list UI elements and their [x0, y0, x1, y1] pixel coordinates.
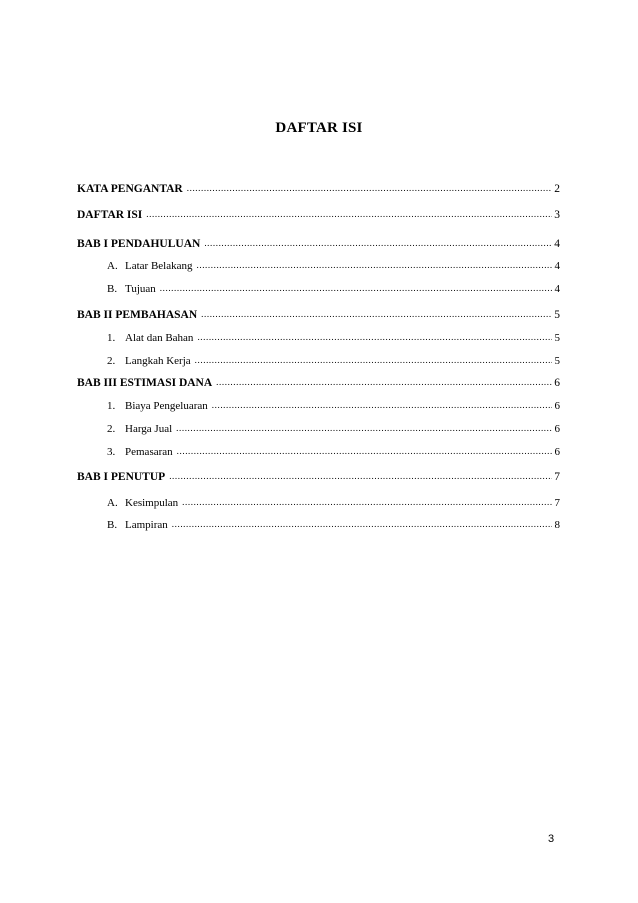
toc-entry-page: 4 [554, 283, 560, 295]
dot-leader [187, 180, 552, 196]
toc-entry-biaya-pengeluaran[interactable] [107, 398, 560, 414]
toc-entry-label: BAB I PENDAHULUAN [77, 238, 201, 250]
toc-entry-label: Lampiran [125, 519, 168, 531]
toc-entry-label: Langkah Kerja [125, 355, 191, 367]
dot-leader [172, 516, 552, 532]
toc-entry-label: BAB III ESTIMASI DANA [77, 377, 213, 389]
dot-leader [176, 420, 552, 436]
dot-leader [160, 280, 552, 296]
dot-leader [197, 329, 552, 345]
toc-entry-marker: A. [107, 260, 118, 272]
toc-entry-label: BAB I PENUTUP [77, 471, 166, 483]
dot-leader [169, 468, 552, 484]
dot-leader [182, 494, 552, 510]
toc-entry-page: 7 [554, 497, 560, 509]
toc-entry-marker: B. [107, 519, 118, 531]
toc-entry-marker: A. [107, 497, 118, 509]
toc-entry-bab-i-penutup[interactable] [77, 469, 560, 485]
toc-entry-label: Pemasaran [125, 446, 173, 458]
toc-entry-marker: 1. [107, 332, 116, 344]
dot-leader [201, 306, 552, 322]
toc-entry-marker: 1. [107, 400, 116, 412]
toc-entry-marker: 2. [107, 423, 116, 435]
toc-entry-label: DAFTAR ISI [77, 209, 143, 221]
dot-leader [216, 374, 552, 390]
dot-leader [212, 397, 552, 413]
toc-entry-page: 8 [554, 519, 560, 531]
toc-entry-daftar-isi[interactable] [77, 207, 560, 223]
toc-entry-page: 6 [554, 400, 560, 412]
page-title: DAFTAR ISI [275, 120, 363, 136]
toc-entry-page: 5 [554, 355, 560, 367]
toc-entry-page: 4 [554, 260, 560, 272]
toc-entry-harga-jual[interactable] [107, 421, 560, 437]
toc-entry-langkah-kerja[interactable] [107, 353, 560, 369]
toc-entry-page: 6 [554, 423, 560, 435]
dot-leader [197, 257, 553, 273]
toc-entry-label: Kesimpulan [125, 497, 179, 509]
toc-entry-marker: 2. [107, 355, 116, 367]
toc-entry-bab-ii-pembahasan[interactable] [77, 307, 560, 323]
toc-entry-label: Latar Belakang [125, 260, 193, 272]
toc-entry-marker: B. [107, 283, 118, 295]
toc-entry-page: 5 [554, 332, 560, 344]
toc-entry-page: 6 [554, 377, 560, 389]
dot-leader [177, 443, 552, 459]
toc-entry-lampiran[interactable] [107, 517, 560, 533]
toc-entry-label: BAB II PEMBAHASAN [77, 309, 198, 321]
dot-leader [195, 352, 552, 368]
toc-entry-page: 3 [554, 209, 560, 221]
toc-entry-page: 2 [554, 183, 560, 195]
toc-entry-page: 4 [554, 238, 560, 250]
toc-entry-label: KATA PENGANTAR [77, 183, 183, 195]
toc-entry-marker: 3. [107, 446, 116, 458]
toc-entry-bab-i-pendahuluan[interactable] [77, 236, 560, 252]
toc-entry-kesimpulan[interactable] [107, 495, 560, 511]
toc-entry-latar-belakang[interactable] [107, 258, 560, 274]
toc-entry-label: Biaya Pengeluaran [125, 400, 208, 412]
toc-entry-page: 7 [554, 471, 560, 483]
toc-entry-label: Tujuan [125, 283, 156, 295]
toc-entry-alat-dan-bahan[interactable] [107, 330, 560, 346]
page-number: 3 [548, 833, 555, 845]
dot-leader [204, 235, 552, 251]
toc-entry-page: 6 [554, 446, 560, 458]
toc-entry-tujuan[interactable] [107, 281, 560, 297]
dot-leader [146, 206, 552, 222]
toc-entry-pemasaran[interactable] [107, 444, 560, 460]
toc-entry-page: 5 [554, 309, 560, 321]
toc-entry-kata-pengantar[interactable] [77, 181, 560, 197]
toc-entry-label: Harga Jual [125, 423, 173, 435]
toc-entry-bab-iii-estimasi-dana[interactable] [77, 375, 560, 391]
toc-entry-label: Alat dan Bahan [125, 332, 194, 344]
